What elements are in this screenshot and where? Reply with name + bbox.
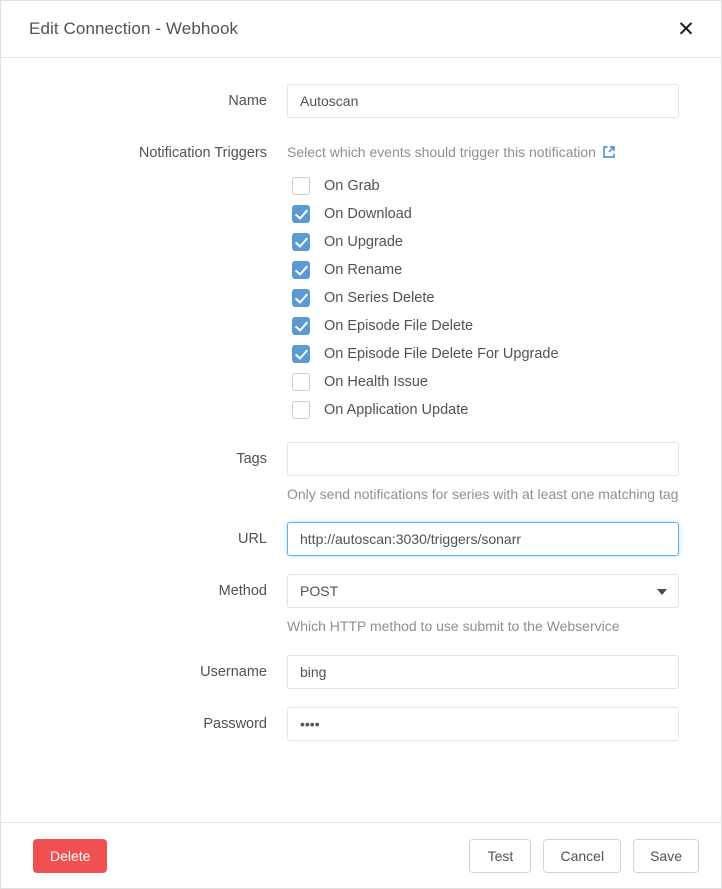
trigger-label: On Upgrade: [324, 234, 403, 250]
trigger-label: On Application Update: [324, 402, 469, 418]
password-input[interactable]: [287, 707, 679, 741]
save-button[interactable]: Save: [633, 839, 699, 873]
method-label: Method: [218, 583, 267, 600]
name-label: Name: [228, 93, 267, 109]
url-label: URL: [237, 531, 267, 548]
modal-title: Edit Connection - Webhook: [29, 19, 239, 38]
footer-actions: [469, 839, 699, 873]
username-label: Username: [200, 663, 267, 680]
notification-triggers-control: [287, 136, 679, 424]
delete-button[interactable]: Delete: [33, 839, 107, 873]
password-label: Password: [203, 715, 267, 732]
trigger-label: On Health Issue: [324, 374, 428, 390]
checkbox-icon[interactable]: [292, 401, 310, 419]
trigger-on-series-delete[interactable]: [287, 284, 679, 312]
notification-triggers-label: Notification Triggers: [138, 145, 267, 161]
username-input[interactable]: [287, 655, 679, 689]
form-row-username: [25, 655, 679, 689]
url-control: [287, 522, 679, 556]
trigger-on-episode-file-delete-for-upgrade[interactable]: [287, 340, 679, 368]
method-select[interactable]: [287, 574, 679, 608]
checkbox-checked-icon[interactable]: [292, 261, 310, 279]
cancel-button[interactable]: Cancel: [543, 839, 621, 873]
checkbox-checked-icon[interactable]: [292, 233, 310, 251]
method-select-wrap: [287, 574, 679, 608]
checkbox-checked-icon[interactable]: [292, 205, 310, 223]
test-button[interactable]: Test: [469, 839, 531, 873]
checkbox-icon[interactable]: [292, 373, 310, 391]
modal-footer: [1, 822, 721, 888]
username-control: [287, 655, 679, 689]
checkbox-checked-icon[interactable]: [292, 317, 310, 335]
close-icon[interactable]: ✕: [671, 14, 701, 44]
trigger-on-health-issue[interactable]: [287, 368, 679, 396]
method-help-text: Which HTTP method to use submit to the Webservice: [287, 618, 620, 635]
modal-body: [1, 58, 721, 822]
form-row-url: [25, 522, 679, 556]
external-link-icon[interactable]: [602, 145, 616, 159]
form-row-password: [25, 707, 679, 741]
trigger-on-upgrade[interactable]: [287, 228, 679, 256]
modal-header: [1, 1, 721, 58]
notification-triggers-list: [287, 172, 679, 424]
trigger-on-application-update[interactable]: [287, 396, 679, 424]
notification-triggers-description-row: [287, 136, 679, 160]
name-control: [287, 84, 679, 118]
trigger-label: On Series Delete: [324, 290, 435, 306]
trigger-on-download[interactable]: [287, 200, 679, 228]
url-input[interactable]: [287, 522, 679, 556]
trigger-label: On Episode File Delete For Upgrade: [324, 346, 559, 362]
trigger-label: On Episode File Delete: [324, 318, 474, 334]
notification-triggers-description: Select which events should trigger this notification: [287, 144, 596, 160]
trigger-label: On Grab: [324, 178, 380, 194]
name-input[interactable]: [287, 84, 679, 118]
tags-label: Tags: [236, 451, 267, 467]
checkbox-icon[interactable]: [292, 177, 310, 195]
tags-control: [287, 442, 679, 504]
form-row-name: [25, 84, 679, 118]
form-row-tags: [25, 442, 679, 504]
form-row-notification-triggers: [25, 136, 679, 424]
trigger-on-rename[interactable]: [287, 256, 679, 284]
checkbox-checked-icon[interactable]: [292, 345, 310, 363]
trigger-label: On Rename: [324, 262, 403, 278]
trigger-on-grab[interactable]: [287, 172, 679, 200]
trigger-on-episode-file-delete[interactable]: [287, 312, 679, 340]
tags-help-text: Only send notifications for series with at least one matching tag: [287, 486, 679, 502]
tags-input[interactable]: [287, 442, 679, 476]
form-row-method: [25, 574, 679, 636]
method-control: [287, 574, 679, 636]
trigger-label: On Download: [324, 206, 412, 222]
checkbox-checked-icon[interactable]: [292, 289, 310, 307]
password-control: [287, 707, 679, 741]
